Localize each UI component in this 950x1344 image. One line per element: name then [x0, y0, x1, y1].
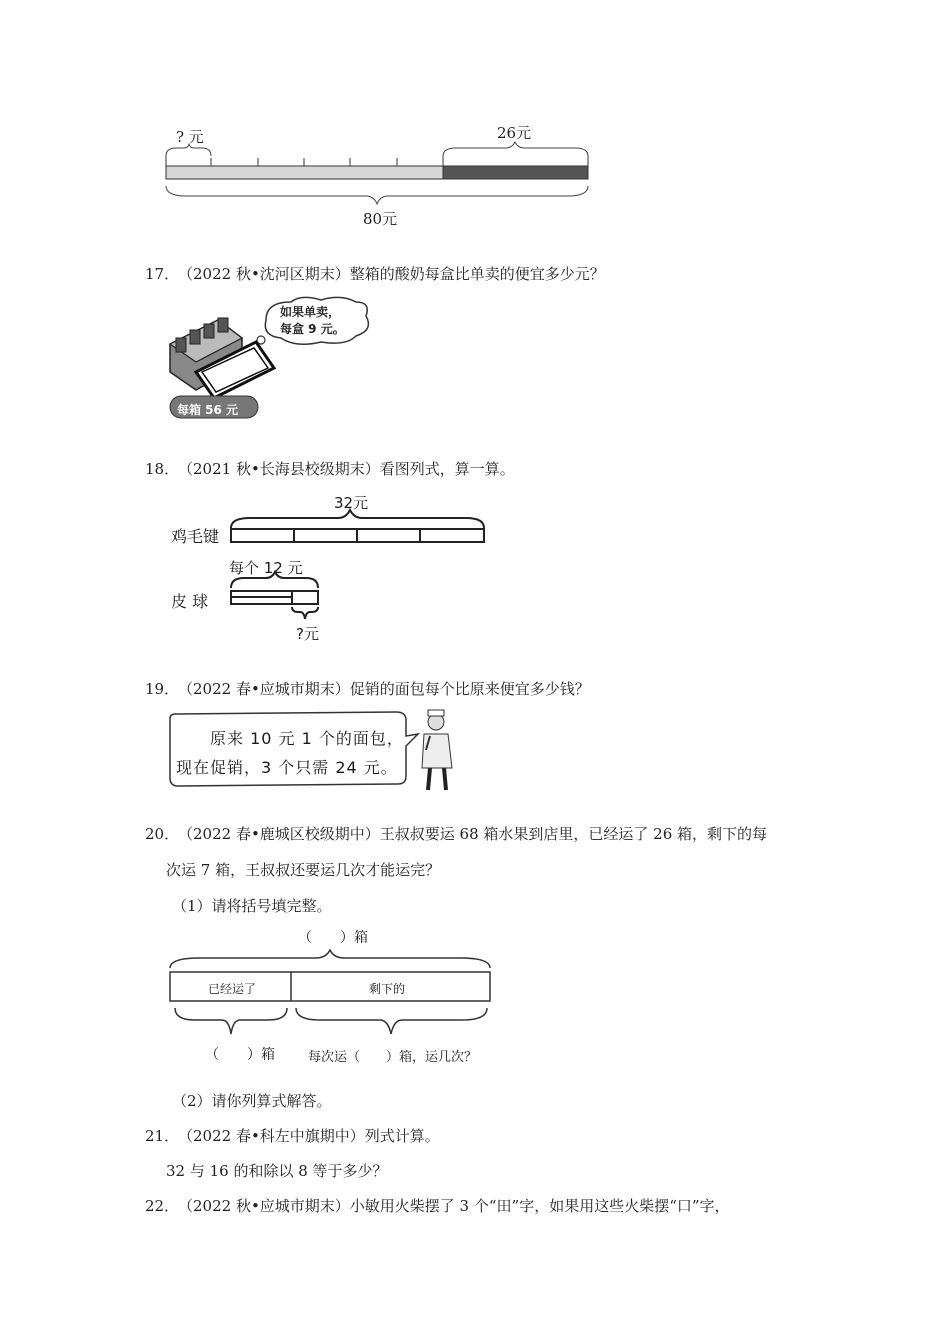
sign-line-2: 现在促销，3 个只需 24 元。	[176, 758, 398, 777]
question-18-number: 18．	[145, 460, 180, 478]
unknown-price-label: ? 元	[176, 128, 204, 146]
question-19-number: 19．	[145, 680, 180, 698]
question-20-sub-1: （1）请将括号填完整。	[172, 897, 332, 915]
total-price-label: 80元	[363, 210, 398, 228]
question-18-text: （2021 秋•长海县校级期末）看图列式，算一算。	[178, 460, 515, 478]
remaining-segment-label: 剩下的	[369, 982, 406, 996]
question-21-body: 32 与 16 的和除以 8 等于多少？	[166, 1162, 388, 1180]
question-17-number: 17．	[145, 265, 180, 283]
question-20-sub-2: （2）请你列算式解答。	[172, 1092, 332, 1110]
question-22-number: 22．	[145, 1197, 180, 1215]
question-21-text: （2022 春•科左中旗期中）列式计算。	[178, 1127, 440, 1145]
bubble-line-1: 如果单卖，	[280, 305, 341, 319]
ball-label: 皮 球	[171, 592, 209, 611]
question-20-line-2: 次运 7 箱，王叔叔还要运几次才能运完？	[166, 861, 441, 879]
question-21-number: 21．	[145, 1127, 180, 1145]
per-trip-label: 每次运（ ）箱，运几次？	[308, 1050, 478, 1065]
delivered-segment-label: 已经运了	[208, 982, 257, 996]
part-price-label: 26元	[497, 124, 532, 142]
question-20-line-1: （2022 春•鹿城区校级期中）王叔叔要运 68 箱水果到店里，已经运了 26 箱，剩下的每	[178, 825, 768, 843]
question-17-text: （2022 秋•沈河区期末）整箱的酸奶每盒比单卖的便宜多少元？	[178, 265, 605, 283]
shuttlecock-total-label: 32元	[334, 494, 369, 512]
total-boxes-label: （ ）箱	[298, 930, 368, 946]
ball-each-label: 每个 12 元	[229, 559, 303, 577]
delivered-boxes-label: （ ）箱	[205, 1047, 275, 1063]
box-price-label: 每箱 56 元	[177, 403, 239, 417]
question-22-text: （2022 秋•应城市期末）小敏用火柴摆了 3 个“田”字，如果用这些火柴摆“口”字，	[178, 1197, 730, 1215]
question-20-number: 20．	[145, 825, 180, 843]
bubble-line-2: 每盒 9 元。	[280, 322, 345, 336]
question-19-text: （2022 春•应城市期末）促销的面包每个比原来便宜多少钱？	[178, 680, 590, 698]
unknown-price-label: ?元	[296, 625, 319, 643]
sign-line-1: 原来 10 元 1 个的面包，	[210, 729, 404, 748]
shuttlecock-label: 鸡毛键	[171, 527, 220, 546]
